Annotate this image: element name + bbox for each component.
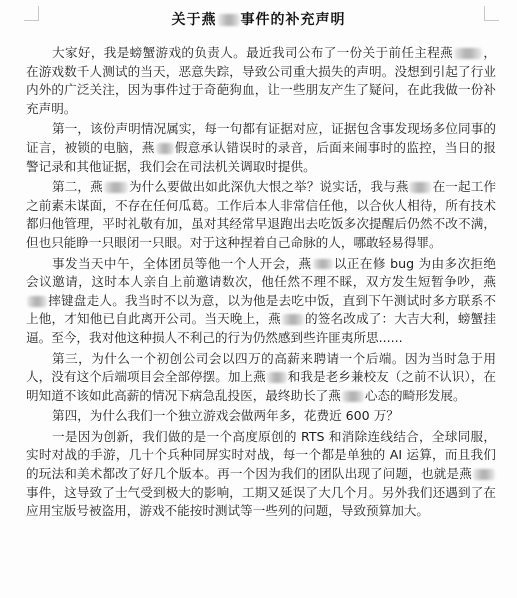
redacted-name-blur — [454, 48, 482, 59]
text-run: 假意承认错误时的录音，后面来闹事时的监控，当日的报警记录和其他证据，我们会在司法机关调取时提供。 — [26, 139, 497, 174]
text-run: ，在游戏数千人测试的当天，恶意失踪，导致公司重大损失的声明。没想到引起了行业内外的广泛关注，因为事件过于奇葩狗血，让一些朋友产生了疑问，在此我做一份补充声明。 — [26, 45, 496, 116]
redacted-name-blur — [313, 259, 333, 270]
redacted-name-blur — [473, 469, 495, 480]
redacted-name-blur — [409, 182, 431, 193]
paragraph-intro — [26, 44, 496, 118]
redacted-name-blur — [27, 296, 47, 307]
paragraph-incident — [26, 255, 496, 348]
paragraph-point-four — [26, 407, 496, 426]
text-run: 大家好，我是螃蟹游戏的负责人。最近我司公布了一份关于前任主程燕 — [52, 45, 454, 60]
redacted-name-blur — [342, 391, 364, 402]
text-run: 第一，该份声明情况属实，每一句都有证据对应，证据包含事发现场多位同事的证言，被锁的电脑，燕 — [26, 121, 496, 155]
text-run: 的签名改成了：大吉大利，螃蟹挂逼。至今，我对他这种损人不利己的行为仍然感到些许匪夷所思...... — [26, 311, 497, 345]
text-run: 第四，为什么我们一个独立游戏会做两年多，花费近 600 万？ — [52, 408, 399, 424]
text-run: 事发当天中午，全体团员等他一个人开会，燕 — [52, 255, 312, 271]
text-run: 第三，为什么一个初创公司会以四万的高薪来聘请一个后端。因为当时急于用人，没有这个后端项目会全部停摆。加上燕 — [26, 350, 496, 385]
redacted-name-blur — [282, 314, 304, 325]
text-run: 摔键盘走人。我当时不以为意，以为他是去吃中饭，直到下午测试时多方联系不上他，才知他已自此离开公司。当天晚上，燕 — [26, 292, 496, 327]
paragraph-point-three — [26, 350, 496, 406]
redacted-name-blur — [218, 14, 240, 26]
paragraph-point-one — [26, 120, 496, 176]
document-body — [26, 44, 496, 523]
title-text-after: 事件的补充声明 — [240, 12, 346, 28]
text-run: 和我是老乡兼校友（之前不认识），在明知道不该如此高薪的情况下病急乱投医，最终助长了燕 — [26, 369, 497, 403]
paragraph-point-two — [26, 178, 496, 252]
text-run: 为什么要做出如此深仇大恨之举？说实话，我与燕 — [128, 179, 409, 195]
text-run: 事件，这导致了士气受到极大的影响，工期又延误了大几个月。另外我们还遇到了在应用宝版号被盗用，游戏不能按时测试等一些列的问题，导致预算加大。 — [26, 484, 496, 519]
redacted-name-blur — [104, 182, 128, 193]
redacted-name-blur — [267, 372, 287, 383]
text-run: 以正在修 bug 为由多次拒绝会议邀请，这时本人亲自上前邀请数次，他任然不理不睬，双方发生短暂争吵，燕 — [26, 255, 497, 290]
title-text-before: 关于燕 — [171, 12, 217, 28]
text-run: 第二，燕 — [52, 179, 103, 195]
text-run: 在一起工作之前素未谋面，不存在任何瓜葛。工作后本人非常信任他，以合伙人相待，所有技术都归他管理，平时礼敬有加，虽对其经常早退跑出去吃饭多次提醒后仍然不改不满，但也只能睁一只眼闭一只眼。对于这种捏着自己命脉的人，哪敢轻易得罪。 — [26, 179, 497, 250]
text-run: 心态的畸形发展。 — [364, 387, 466, 403]
paragraph-explanation — [26, 428, 496, 521]
text-run: 一是因为创新，我们做的是一个高度原创的 RTS 和消除连线结合，全球同服，实时对战的手游，几十个兵种同屏实时对战，每一个都是单独的 AI 运算，而且我们的玩法和美术都改了好几个版本。再一个因为我们的团队出现了问题，也就是燕 — [26, 428, 496, 482]
document-title — [0, 9, 517, 29]
redacted-name-blur — [156, 143, 174, 154]
